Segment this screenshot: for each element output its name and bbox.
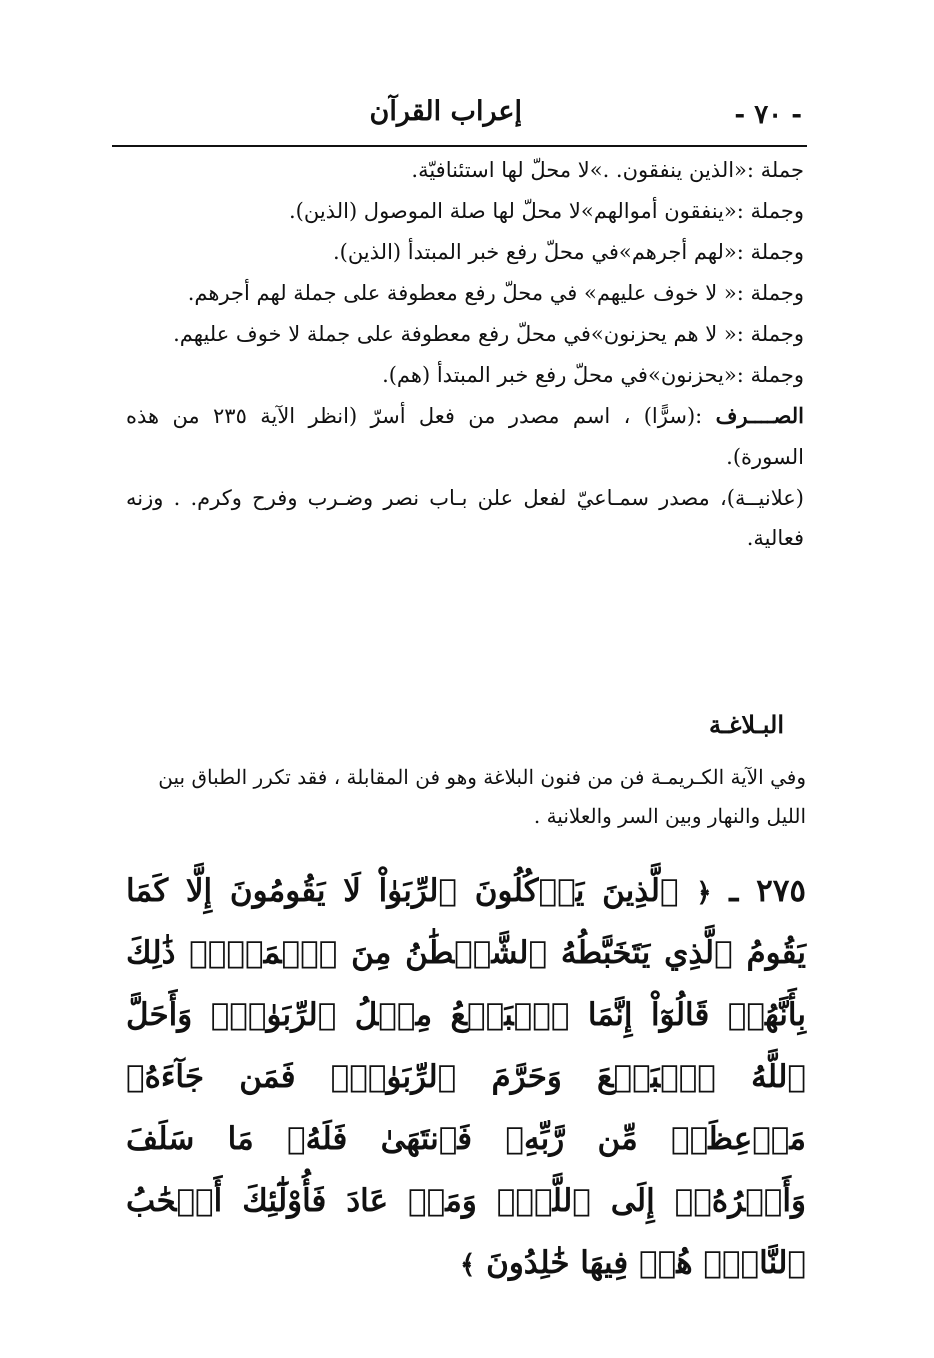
balagha-heading: البـلاغـة <box>708 710 784 739</box>
header-rule <box>112 145 807 147</box>
irab-line: وجملة :«لهم أجرهم»في محلّ رفع خبر المبتدأ (الذين). <box>332 239 804 264</box>
irab-line: جملة :«الذين ينفقون. .»لا محلّ لها استئنافيّة. <box>411 158 804 182</box>
page-header <box>112 92 802 140</box>
quran-verse <box>126 860 806 1294</box>
irab-section <box>126 150 804 559</box>
irab-line: وجملة :«يحزنون»في محلّ رفع خبر المبتدأ (هم). <box>382 362 804 387</box>
sarf-label: الصــــرف <box>715 402 804 428</box>
balagha-text: وفي الآية الكـريمـة فن من فنون البلاغة وهو فن المقابلة ، فقد تكرر الطباق بين الليل والنهار وبين السر والعلانية . <box>158 765 806 828</box>
verse-open-bracket: ﴿ <box>696 878 712 908</box>
irab-line: وجملة :«ينفقون أموالهم»لا محلّ لها صلة الموصول (الذين). <box>288 198 804 223</box>
verse-close-bracket: ﴾ <box>460 1250 476 1280</box>
verse-text: ٱلَّذِينَ يَأۡكُلُونَ ٱلرِّبَوٰاْ لَا يَقُومُونَ إِلَّا كَمَا يَقُومُ ٱلَّذِي يَتَخَبَّطُهُ ٱلشَّيۡطَٰنُ مِنَ ٱلۡمَسِّۚ ذَٰلِكَ بِأَنَّهُمۡ قَالُوٓاْ إِنَّمَا ٱلۡبَيۡعُ مِثۡلُ ٱلرِّبَوٰاْۗ وَأَحَلَّ ٱللَّهُ ٱلۡبَيۡعَ وَحَرَّمَ ٱلرِّبَوٰاْۚ فَمَن جَآءَهُۥ مَوۡعِظَةٞ مِّن رَّبِّهِۦ فَٱنتَهَىٰ فَلَهُۥ مَا سَلَفَ وَأَمۡرُهُۥٓ إِلَى ٱللَّهِۖ وَمَنۡ عَادَ فَأُوْلَٰٓئِكَ أَصۡحَٰبُ ٱلنَّارِۖ هُمۡ فِيهَا خَٰلِدُونَ <box>126 873 806 1281</box>
sarf-paragraph-2: (علانيــة)، مصدر سمـاعيّ لفعل علن بـاب نصر وضـرب وفرح وكرم. . وزنه فعالية. <box>126 485 804 551</box>
irab-line: وجملة :« لا هم يحزنون»في محلّ رفع معطوفة على جملة لا خوف عليهم. <box>173 321 804 346</box>
page-number: - ٧٠ - <box>734 100 802 130</box>
irab-line: وجملة :« لا خوف عليهم» في محلّ رفع معطوفة على جملة لهم أجرهم. <box>187 280 804 305</box>
sarf-paragraph <box>126 396 804 478</box>
running-title: إعراب القرآن <box>369 96 522 127</box>
verse-number: ٢٧٥ ـ <box>729 873 807 909</box>
sarf-text: :(سرًّا) ، اسم مصدر من فعل أسرّ (انظر الآية ٢٣٥ من هذه السورة). <box>126 403 804 469</box>
